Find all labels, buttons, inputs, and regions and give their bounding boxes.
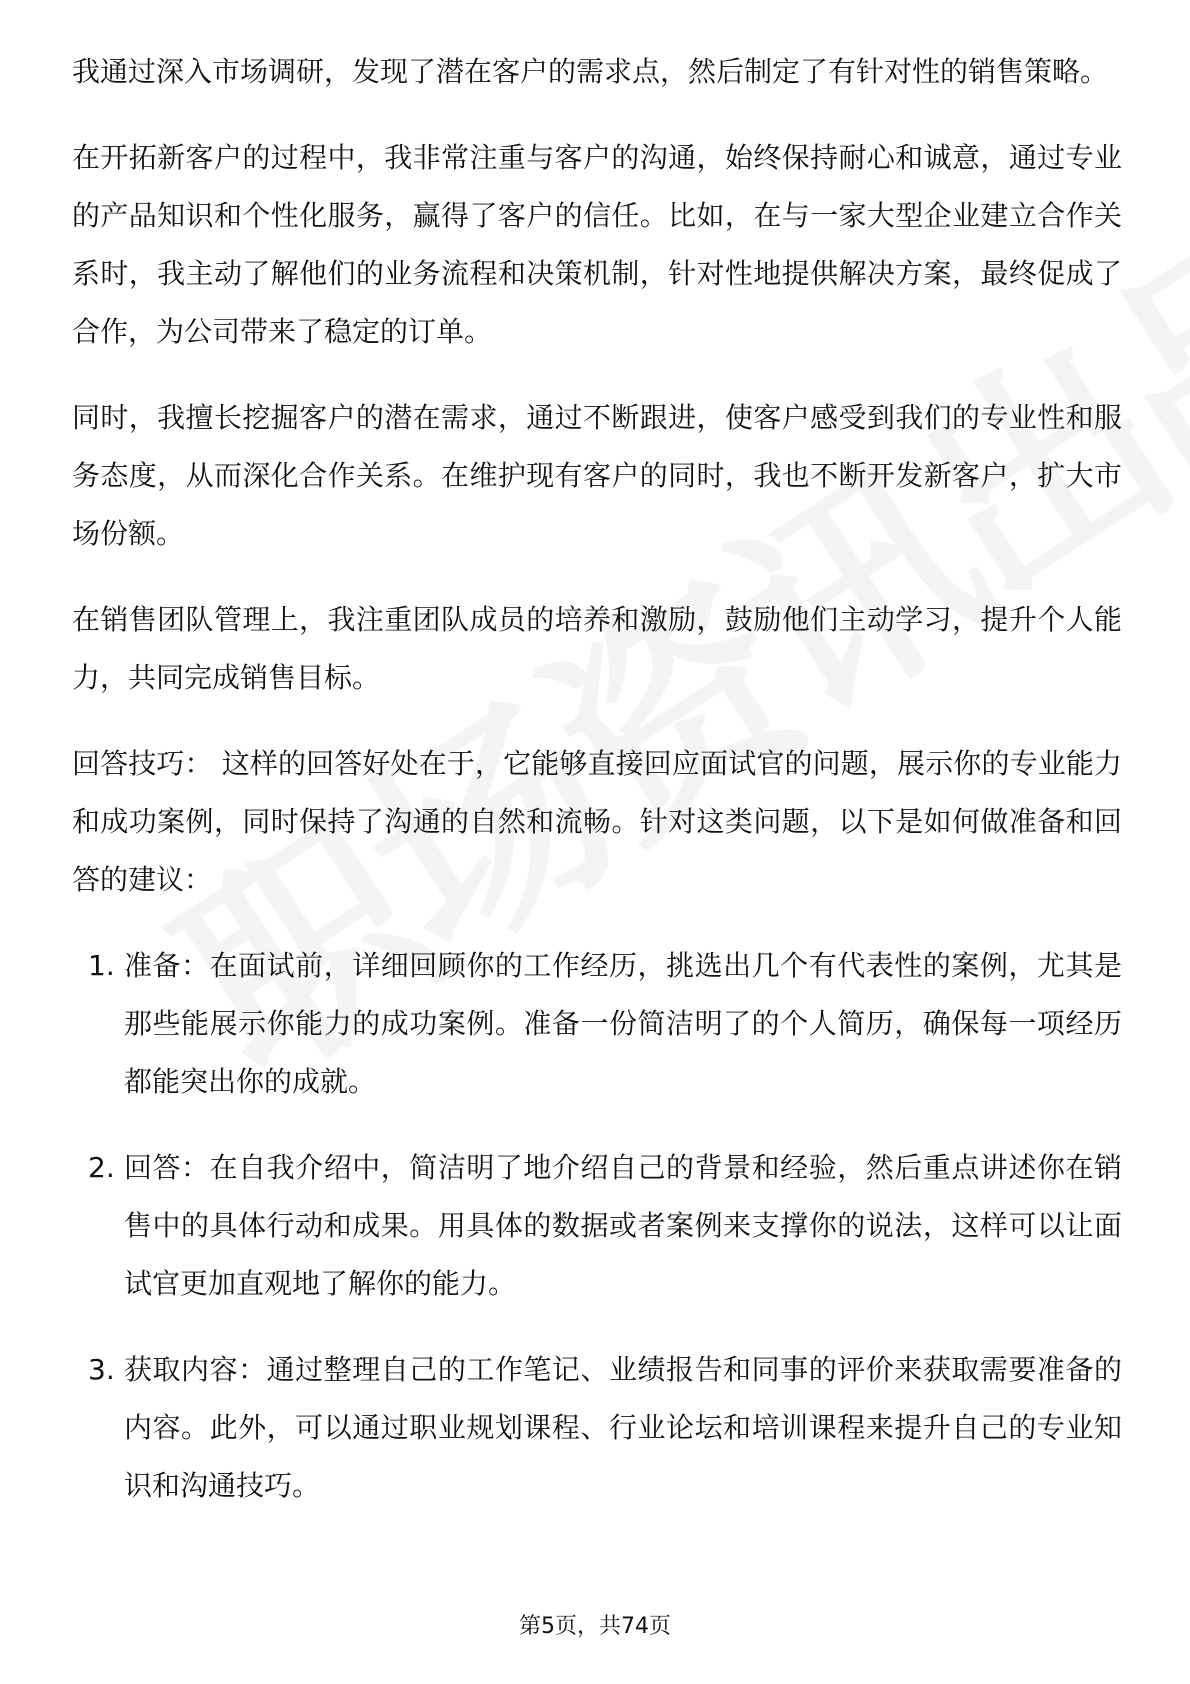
list-item-text: 获取内容：通过整理自己的工作笔记、业绩报告和同事的评价来获取需要准备的内容。此外，可以通过职业规划课程、行业论坛和培训课程来提升自己的专业知识和沟通技巧。	[124, 1353, 1122, 1502]
paragraph-potential-needs: 同时，我擅长挖掘客户的潜在需求，通过不断跟进，使客户感受到我们的专业性和服务态度，从而深化合作关系。在维护现有客户的同时，我也不断开发新客户，扩大市场份额。	[72, 401, 1122, 550]
list-item	[72, 937, 1122, 1111]
paragraph-market-research: 我通过深入市场调研，发现了潜在客户的需求点，然后制定了有针对性的销售策略。	[72, 55, 1109, 88]
page-footer: 第5页，共74页	[519, 1614, 671, 1639]
list-item	[72, 1341, 1122, 1515]
list-item-text: 回答：在自我介绍中，简洁明了地介绍自己的背景和经验，然后重点讲述你在销售中的具体行动和成果。用具体的数据或者案例来支撑你的说法，这样可以让面试官更加直观地了解你的能力。	[124, 1151, 1122, 1300]
paragraph-team-management: 在销售团队管理上，我注重团队成员的培养和激励，鼓励他们主动学习，提升个人能力，共同完成销售目标。	[72, 603, 1122, 694]
list-item	[72, 1139, 1122, 1313]
list-item-number: 2.	[88, 1151, 115, 1184]
document-body	[72, 43, 1122, 1543]
list-item-number: 3.	[88, 1353, 115, 1386]
paragraph-new-clients: 在开拓新客户的过程中，我非常注重与客户的沟通，始终保持耐心和诚意，通过专业的产品知识和个性化服务，赢得了客户的信任。比如，在与一家大型企业建立合作关系时，我主动了解他们的业务流程和决策机制，针对性地提供解决方案，最终促成了合作，为公司带来了稳定的订单。	[72, 141, 1122, 348]
tips-list	[72, 937, 1122, 1515]
paragraph-answer-tips: 回答技巧： 这样的回答好处在于，它能够直接回应面试官的问题，展示你的专业能力和成功案例，同时保持了沟通的自然和流畅。针对这类问题，以下是如何做准备和回答的建议：	[72, 747, 1122, 896]
list-item-text: 准备：在面试前，详细回顾你的工作经历，挑选出几个有代表性的案例，尤其是那些能展示你能力的成功案例。准备一份简洁明了的个人简历，确保每一项经历都能突出你的成就。	[124, 949, 1122, 1098]
list-item-number: 1.	[88, 949, 115, 982]
